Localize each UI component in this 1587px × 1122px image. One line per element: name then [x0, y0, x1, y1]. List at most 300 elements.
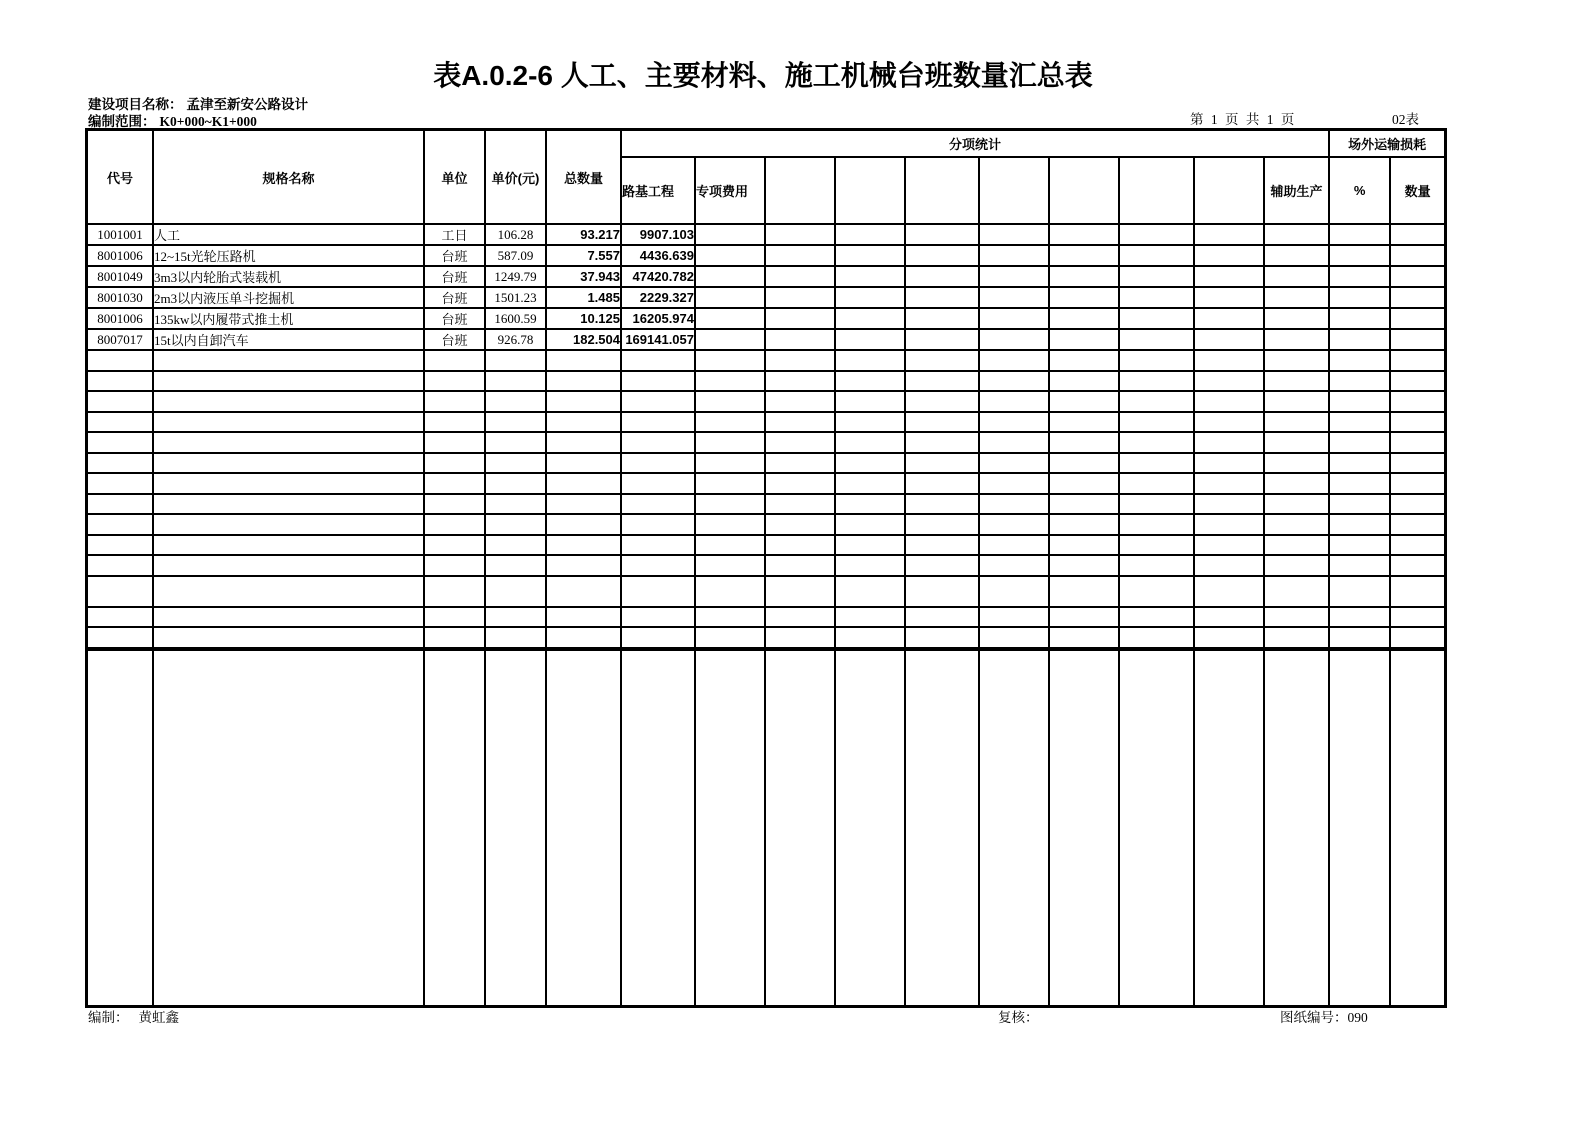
- empty-cell: [425, 392, 486, 413]
- summary-table: [85, 128, 1447, 1008]
- empty-cell: [154, 372, 425, 393]
- header-percent: %: [1330, 158, 1391, 225]
- table-row: [88, 225, 1444, 246]
- empty-cell: [836, 372, 906, 393]
- empty-cell: [1265, 556, 1330, 577]
- empty-cell: [696, 225, 766, 246]
- footer-reviewed: [998, 1006, 1039, 1026]
- empty-cell: [696, 246, 766, 267]
- empty-cell: [696, 577, 766, 608]
- scope-line: [88, 110, 257, 130]
- empty-cell: [766, 309, 836, 330]
- empty-cell: [88, 495, 154, 516]
- empty-cell: [696, 309, 766, 330]
- empty-cell: [1120, 515, 1195, 536]
- empty-cell: [154, 556, 425, 577]
- cell-code: 8001030: [88, 288, 154, 309]
- empty-cell: [906, 536, 980, 557]
- empty-cell: [980, 649, 1050, 1005]
- table-empty-row: [88, 577, 1444, 608]
- empty-cell: [622, 413, 696, 434]
- empty-cell: [1265, 267, 1330, 288]
- empty-cell: [766, 495, 836, 516]
- empty-cell: [1330, 413, 1391, 434]
- drawing-number-label: 图纸编号：: [1280, 1010, 1348, 1025]
- empty-cell: [1050, 649, 1120, 1005]
- scope-value: K0+000~K1+000: [159, 114, 257, 129]
- empty-cell: [906, 288, 980, 309]
- header-empty-cell: [1195, 158, 1265, 225]
- header-group-subtotal: 分项统计: [622, 131, 1330, 158]
- scope-label: 编制范围：: [88, 114, 156, 129]
- cell-code: 8001006: [88, 246, 154, 267]
- empty-cell: [836, 309, 906, 330]
- table-bottom-empty-row: [88, 649, 1444, 1005]
- empty-cell: [88, 628, 154, 649]
- header-unit: 单位: [425, 131, 486, 225]
- empty-cell: [980, 246, 1050, 267]
- empty-cell: [836, 577, 906, 608]
- table-empty-row: [88, 495, 1444, 516]
- header-group-transport-loss: 场外运输损耗: [1330, 131, 1444, 158]
- empty-cell: [425, 372, 486, 393]
- empty-cell: [154, 351, 425, 372]
- empty-cell: [1050, 433, 1120, 454]
- empty-cell: [1050, 288, 1120, 309]
- empty-cell: [1330, 433, 1391, 454]
- empty-cell: [88, 413, 154, 434]
- empty-cell: [88, 392, 154, 413]
- header-total-qty: 总数量: [547, 131, 622, 225]
- table-body: [88, 225, 1444, 351]
- empty-cell: [906, 267, 980, 288]
- empty-cell: [1391, 577, 1444, 608]
- empty-cell: [766, 225, 836, 246]
- empty-cell: [1265, 628, 1330, 649]
- empty-cell: [1330, 649, 1391, 1005]
- table-empty-row: [88, 608, 1444, 629]
- empty-cell: [1195, 608, 1265, 629]
- empty-cell: [766, 392, 836, 413]
- empty-cell: [1265, 577, 1330, 608]
- empty-cell: [425, 454, 486, 475]
- cell-roadbed-qty: 47420.782: [622, 267, 696, 288]
- empty-cell: [1050, 454, 1120, 475]
- empty-cell: [836, 267, 906, 288]
- cell-code: 8001049: [88, 267, 154, 288]
- empty-cell: [547, 556, 622, 577]
- empty-cell: [622, 628, 696, 649]
- empty-cell: [906, 309, 980, 330]
- table-empty-row: [88, 628, 1444, 649]
- empty-cell: [1330, 577, 1391, 608]
- header-empty-cell: [1120, 158, 1195, 225]
- empty-cell: [906, 225, 980, 246]
- cell-unit: 台班: [425, 309, 486, 330]
- empty-cell: [1050, 351, 1120, 372]
- empty-cell: [547, 392, 622, 413]
- empty-cell: [1330, 515, 1391, 536]
- empty-cell: [696, 536, 766, 557]
- empty-cell: [425, 608, 486, 629]
- empty-cell: [486, 608, 547, 629]
- empty-cell: [1050, 372, 1120, 393]
- empty-cell: [980, 288, 1050, 309]
- empty-cell: [154, 515, 425, 536]
- empty-cell: [980, 267, 1050, 288]
- empty-cell: [906, 454, 980, 475]
- header-spec: 规格名称: [154, 131, 425, 225]
- prepared-value: 黄虹鑫: [138, 1010, 179, 1025]
- table-empty-row: [88, 515, 1444, 536]
- empty-cell: [836, 474, 906, 495]
- cell-price: 1600.59: [486, 309, 547, 330]
- empty-cell: [1120, 392, 1195, 413]
- empty-cell: [766, 413, 836, 434]
- empty-cell: [836, 628, 906, 649]
- table-row: [88, 288, 1444, 309]
- empty-cell: [88, 515, 154, 536]
- empty-cell: [1120, 372, 1195, 393]
- cell-unit: 台班: [425, 267, 486, 288]
- empty-cell: [1265, 433, 1330, 454]
- empty-cell: [1195, 225, 1265, 246]
- empty-cell: [622, 536, 696, 557]
- summary-table-wrapper: [85, 128, 1447, 1008]
- empty-cell: [1330, 309, 1391, 330]
- empty-cell: [547, 608, 622, 629]
- empty-cell: [836, 413, 906, 434]
- empty-cell: [980, 330, 1050, 351]
- cell-price: 106.28: [486, 225, 547, 246]
- empty-cell: [1120, 351, 1195, 372]
- empty-cell: [154, 628, 425, 649]
- empty-cell: [1330, 372, 1391, 393]
- empty-cell: [622, 474, 696, 495]
- empty-cell: [547, 577, 622, 608]
- empty-cell: [1391, 309, 1444, 330]
- empty-cell: [1120, 225, 1195, 246]
- empty-cell: [766, 267, 836, 288]
- empty-cell: [154, 433, 425, 454]
- cell-price: 1501.23: [486, 288, 547, 309]
- table-empty-rows: [88, 351, 1444, 1005]
- empty-cell: [766, 288, 836, 309]
- empty-cell: [1330, 225, 1391, 246]
- empty-cell: [1391, 246, 1444, 267]
- empty-cell: [766, 608, 836, 629]
- empty-cell: [547, 536, 622, 557]
- empty-cell: [622, 577, 696, 608]
- empty-cell: [1391, 474, 1444, 495]
- cell-total-qty: 37.943: [547, 267, 622, 288]
- empty-cell: [1120, 309, 1195, 330]
- empty-cell: [547, 628, 622, 649]
- empty-cell: [154, 577, 425, 608]
- empty-cell: [154, 454, 425, 475]
- cell-unit: 台班: [425, 288, 486, 309]
- empty-cell: [1195, 536, 1265, 557]
- empty-cell: [1120, 495, 1195, 516]
- empty-cell: [154, 413, 425, 434]
- empty-cell: [486, 454, 547, 475]
- empty-cell: [766, 474, 836, 495]
- empty-cell: [1391, 433, 1444, 454]
- empty-cell: [906, 413, 980, 434]
- drawing-number-value: 090: [1347, 1010, 1368, 1025]
- header-empty-cell: [1050, 158, 1120, 225]
- empty-cell: [1195, 330, 1265, 351]
- empty-cell: [1391, 649, 1444, 1005]
- empty-cell: [1265, 474, 1330, 495]
- empty-cell: [1120, 330, 1195, 351]
- table-empty-row: [88, 454, 1444, 475]
- cell-roadbed-qty: 169141.057: [622, 330, 696, 351]
- empty-cell: [486, 577, 547, 608]
- reviewed-label: 复核：: [998, 1010, 1039, 1025]
- empty-cell: [836, 330, 906, 351]
- empty-cell: [980, 225, 1050, 246]
- empty-cell: [1265, 515, 1330, 536]
- empty-cell: [1391, 628, 1444, 649]
- empty-cell: [88, 351, 154, 372]
- empty-cell: [154, 536, 425, 557]
- empty-cell: [622, 556, 696, 577]
- empty-cell: [1120, 246, 1195, 267]
- empty-cell: [1330, 608, 1391, 629]
- project-name-label: 建设项目名称：: [88, 97, 183, 112]
- empty-cell: [1265, 246, 1330, 267]
- empty-cell: [906, 577, 980, 608]
- empty-cell: [1391, 225, 1444, 246]
- empty-cell: [1120, 454, 1195, 475]
- empty-cell: [980, 372, 1050, 393]
- empty-cell: [88, 454, 154, 475]
- empty-cell: [1330, 454, 1391, 475]
- empty-cell: [486, 351, 547, 372]
- header-qty: 数量: [1391, 158, 1444, 225]
- table-row: [88, 267, 1444, 288]
- empty-cell: [696, 474, 766, 495]
- empty-cell: [88, 577, 154, 608]
- empty-cell: [766, 351, 836, 372]
- empty-cell: [88, 556, 154, 577]
- empty-cell: [696, 267, 766, 288]
- empty-cell: [1195, 433, 1265, 454]
- empty-cell: [622, 351, 696, 372]
- empty-cell: [1120, 536, 1195, 557]
- empty-cell: [1391, 392, 1444, 413]
- empty-cell: [1050, 330, 1120, 351]
- empty-cell: [906, 515, 980, 536]
- cell-unit: 工日: [425, 225, 486, 246]
- table-header: [88, 131, 1444, 225]
- empty-cell: [1391, 267, 1444, 288]
- empty-cell: [1195, 577, 1265, 608]
- empty-cell: [696, 495, 766, 516]
- empty-cell: [1265, 372, 1330, 393]
- table-empty-row: [88, 392, 1444, 413]
- empty-cell: [486, 556, 547, 577]
- empty-cell: [906, 351, 980, 372]
- empty-cell: [425, 413, 486, 434]
- header-special-fee: 专项费用: [696, 158, 766, 225]
- empty-cell: [906, 495, 980, 516]
- empty-cell: [980, 556, 1050, 577]
- empty-cell: [1391, 288, 1444, 309]
- empty-cell: [1195, 454, 1265, 475]
- empty-cell: [696, 433, 766, 454]
- cell-spec: 12~15t光轮压路机: [154, 246, 425, 267]
- empty-cell: [980, 577, 1050, 608]
- empty-cell: [154, 392, 425, 413]
- empty-cell: [980, 608, 1050, 629]
- table-empty-row: [88, 372, 1444, 393]
- empty-cell: [1120, 267, 1195, 288]
- empty-cell: [980, 628, 1050, 649]
- empty-cell: [88, 649, 154, 1005]
- empty-cell: [836, 495, 906, 516]
- header-empty-cell: [836, 158, 906, 225]
- empty-cell: [486, 536, 547, 557]
- empty-cell: [906, 556, 980, 577]
- empty-cell: [425, 474, 486, 495]
- header-row-groups: [88, 131, 1444, 158]
- empty-cell: [425, 433, 486, 454]
- empty-cell: [980, 536, 1050, 557]
- empty-cell: [1265, 649, 1330, 1005]
- empty-cell: [766, 372, 836, 393]
- empty-cell: [696, 392, 766, 413]
- table-empty-row: [88, 536, 1444, 557]
- empty-cell: [1050, 608, 1120, 629]
- empty-cell: [88, 536, 154, 557]
- empty-cell: [696, 649, 766, 1005]
- empty-cell: [836, 608, 906, 629]
- empty-cell: [1195, 474, 1265, 495]
- cell-spec: 2m3以内液压单斗挖掘机: [154, 288, 425, 309]
- header-empty-cell: [906, 158, 980, 225]
- empty-cell: [906, 246, 980, 267]
- empty-cell: [1330, 495, 1391, 516]
- empty-cell: [1265, 330, 1330, 351]
- empty-cell: [547, 515, 622, 536]
- empty-cell: [547, 413, 622, 434]
- empty-cell: [1265, 413, 1330, 434]
- empty-cell: [425, 556, 486, 577]
- header-unit-price: 单价(元): [486, 131, 547, 225]
- empty-cell: [1050, 413, 1120, 434]
- header-auxiliary: 辅助生产: [1265, 158, 1330, 225]
- empty-cell: [766, 649, 836, 1005]
- table-row: [88, 309, 1444, 330]
- empty-cell: [906, 474, 980, 495]
- empty-cell: [980, 495, 1050, 516]
- empty-cell: [486, 515, 547, 536]
- empty-cell: [1195, 351, 1265, 372]
- empty-cell: [1265, 309, 1330, 330]
- empty-cell: [980, 474, 1050, 495]
- cell-price: 926.78: [486, 330, 547, 351]
- cell-code: 1001001: [88, 225, 154, 246]
- table-row: [88, 330, 1444, 351]
- empty-cell: [1330, 351, 1391, 372]
- empty-cell: [766, 536, 836, 557]
- empty-cell: [425, 536, 486, 557]
- prepared-label: 编制：: [88, 1010, 129, 1025]
- empty-cell: [1050, 225, 1120, 246]
- empty-cell: [1391, 372, 1444, 393]
- empty-cell: [1391, 536, 1444, 557]
- cell-spec: 15t以内自卸汽车: [154, 330, 425, 351]
- empty-cell: [1050, 515, 1120, 536]
- empty-cell: [906, 433, 980, 454]
- empty-cell: [1050, 495, 1120, 516]
- empty-cell: [906, 649, 980, 1005]
- empty-cell: [547, 433, 622, 454]
- empty-cell: [1391, 351, 1444, 372]
- empty-cell: [425, 628, 486, 649]
- empty-cell: [696, 556, 766, 577]
- empty-cell: [486, 474, 547, 495]
- empty-cell: [1050, 536, 1120, 557]
- empty-cell: [154, 649, 425, 1005]
- empty-cell: [622, 649, 696, 1005]
- empty-cell: [88, 372, 154, 393]
- empty-cell: [1391, 454, 1444, 475]
- empty-cell: [547, 351, 622, 372]
- empty-cell: [696, 413, 766, 434]
- empty-cell: [696, 628, 766, 649]
- empty-cell: [980, 392, 1050, 413]
- empty-cell: [486, 433, 547, 454]
- empty-cell: [1195, 392, 1265, 413]
- empty-cell: [1330, 392, 1391, 413]
- table-row: [88, 246, 1444, 267]
- table-empty-row: [88, 556, 1444, 577]
- empty-cell: [1265, 608, 1330, 629]
- empty-cell: [980, 454, 1050, 475]
- empty-cell: [696, 351, 766, 372]
- header-empty-cell: [980, 158, 1050, 225]
- empty-cell: [1391, 495, 1444, 516]
- empty-cell: [1195, 628, 1265, 649]
- empty-cell: [1391, 608, 1444, 629]
- page-title: 表A.0.2-6 人工、主要材料、施工机械台班数量汇总表: [433, 60, 1093, 91]
- empty-cell: [836, 288, 906, 309]
- empty-cell: [1330, 288, 1391, 309]
- empty-cell: [1195, 515, 1265, 536]
- empty-cell: [1330, 246, 1391, 267]
- empty-cell: [1195, 246, 1265, 267]
- empty-cell: [980, 351, 1050, 372]
- empty-cell: [1120, 413, 1195, 434]
- table-empty-row: [88, 351, 1444, 372]
- empty-cell: [1050, 474, 1120, 495]
- cell-roadbed-qty: 4436.639: [622, 246, 696, 267]
- empty-cell: [836, 392, 906, 413]
- empty-cell: [906, 372, 980, 393]
- empty-cell: [622, 495, 696, 516]
- empty-cell: [622, 454, 696, 475]
- empty-cell: [547, 372, 622, 393]
- empty-cell: [836, 649, 906, 1005]
- empty-cell: [486, 372, 547, 393]
- cell-total-qty: 1.485: [547, 288, 622, 309]
- empty-cell: [547, 474, 622, 495]
- cell-total-qty: 7.557: [547, 246, 622, 267]
- empty-cell: [622, 392, 696, 413]
